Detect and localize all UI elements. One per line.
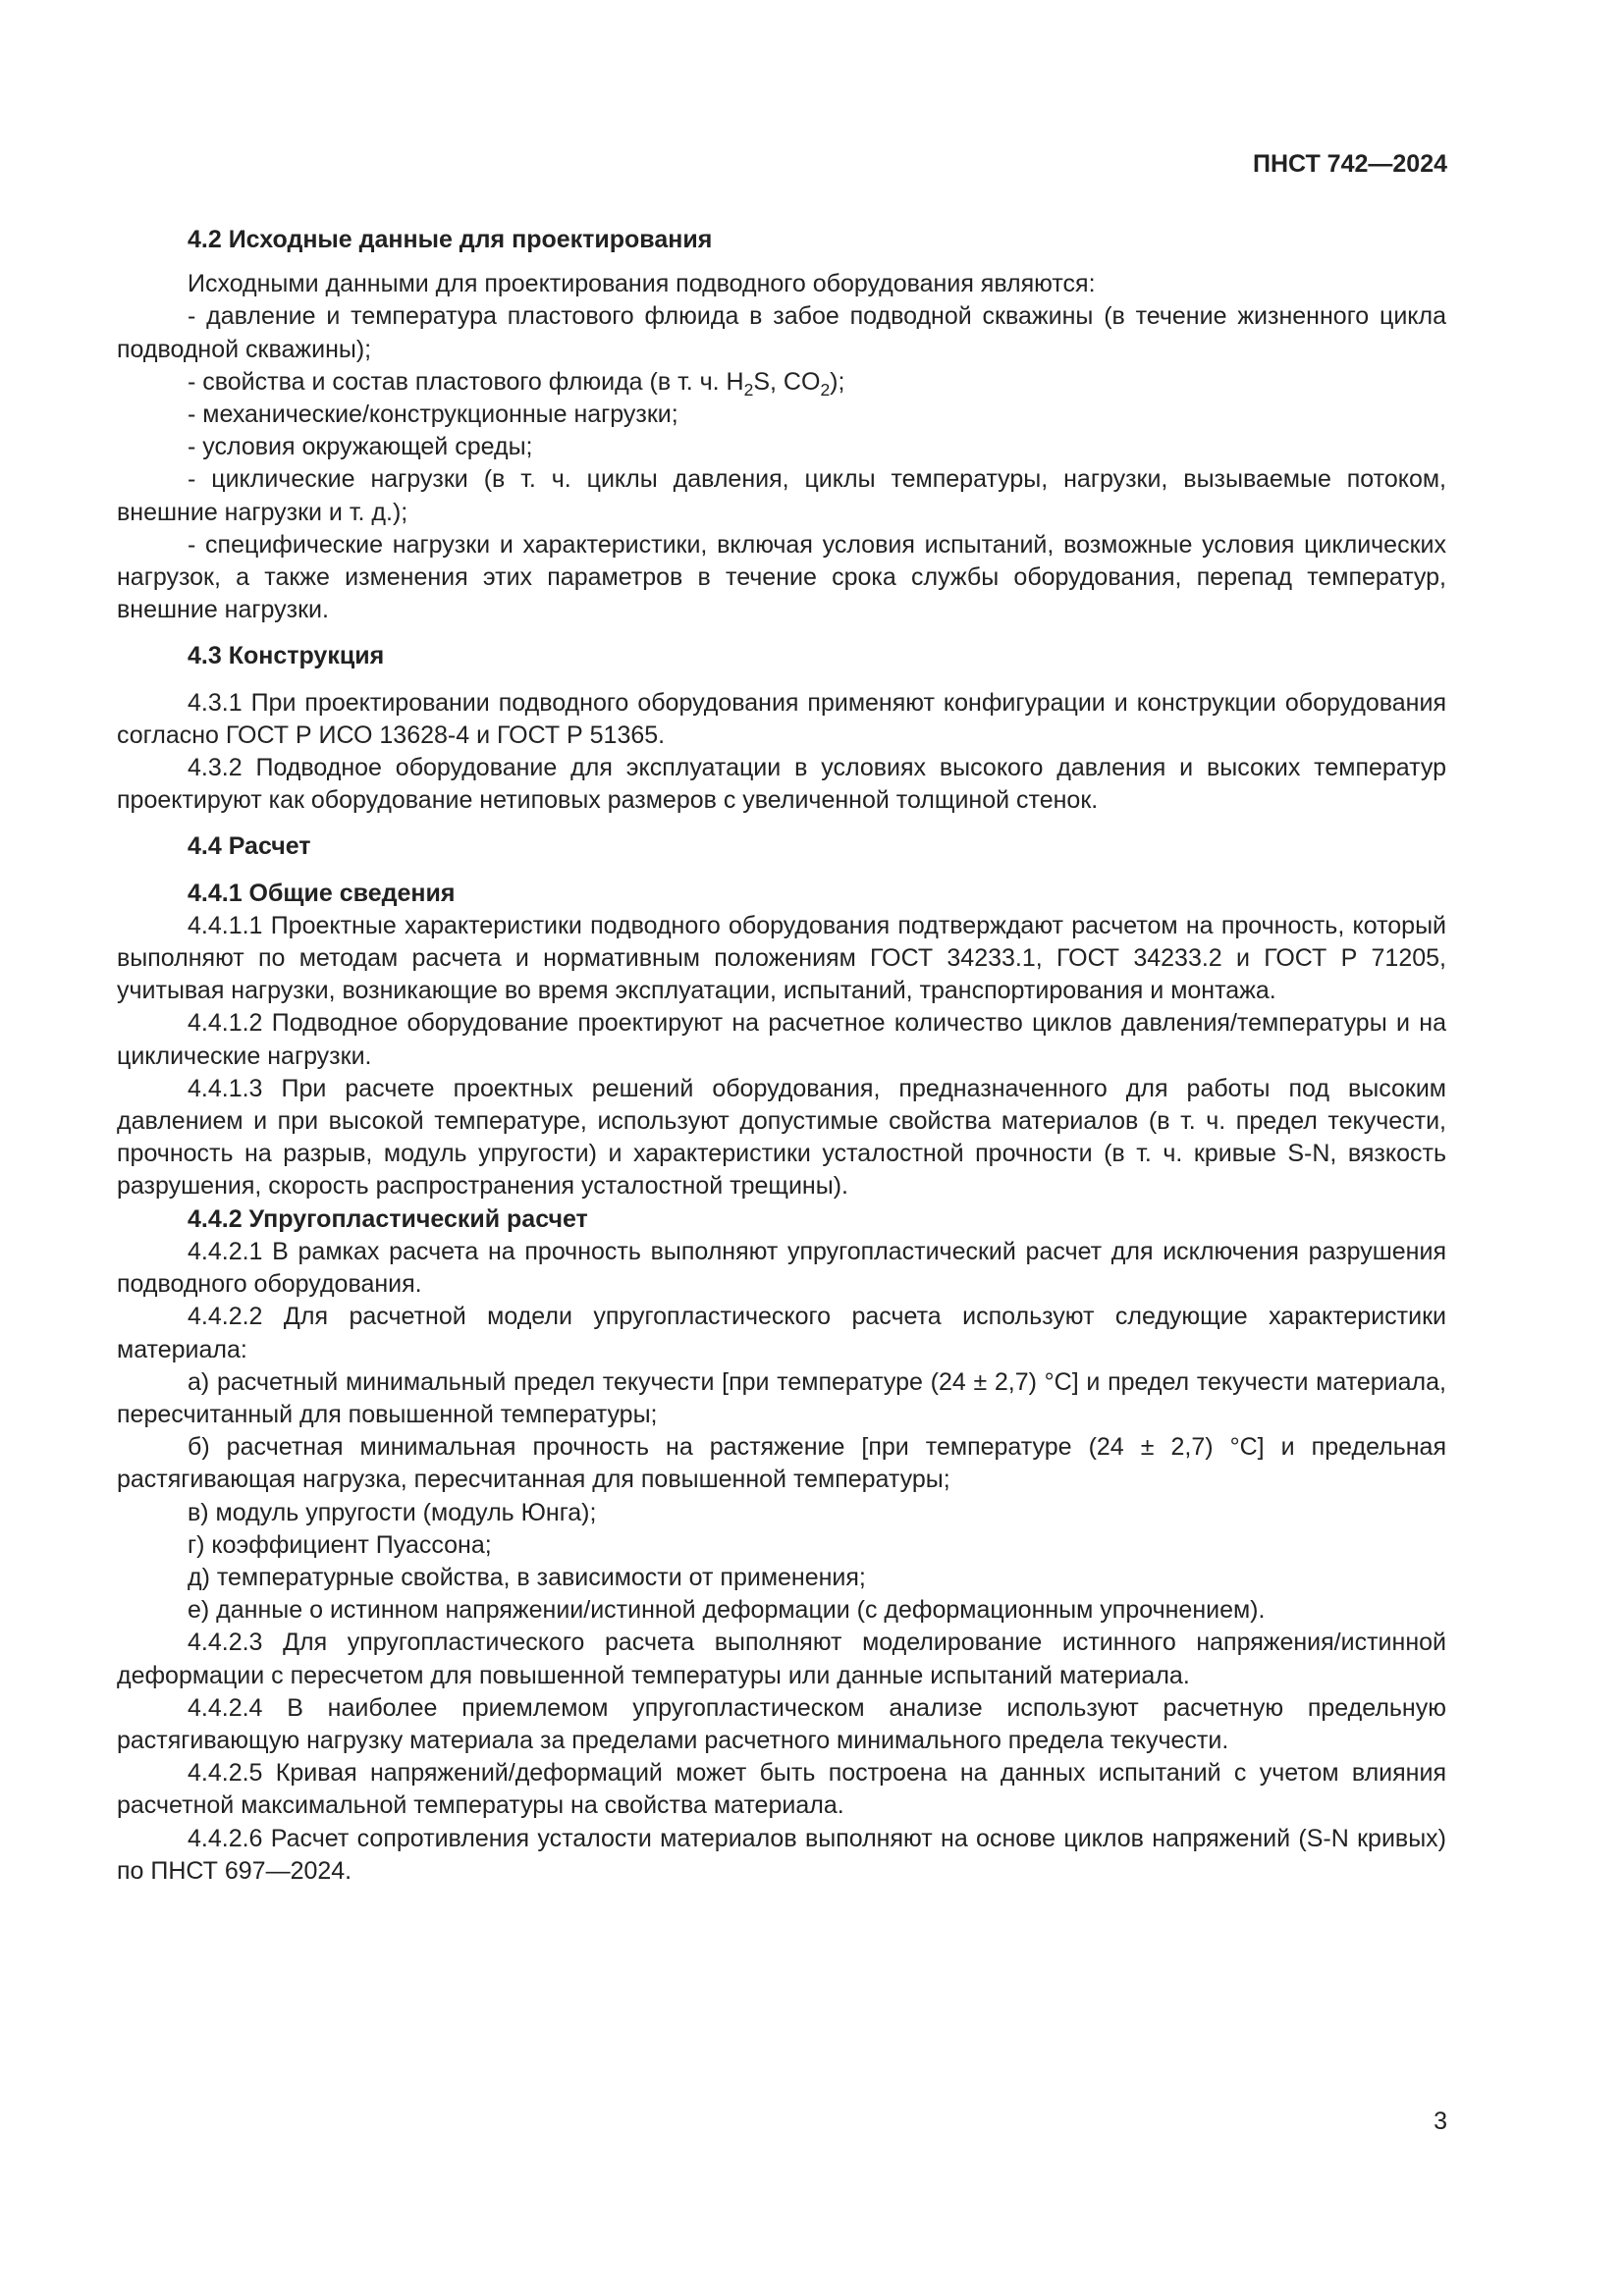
list-item: д) температурные свойства, в зависимости от применения; xyxy=(188,1563,866,1591)
list-item: г) коэффициент Пуассона; xyxy=(188,1530,492,1559)
list-item: - циклические нагрузки (в т. ч. циклы давления, циклы температуры, нагрузки, вызываемые потоком, внешние нагрузки и т. д.); xyxy=(117,465,1446,526)
section-heading-4-4: 4.4 Расчет xyxy=(188,832,311,861)
subsection-heading-4-4-1: 4.4.1 Общие сведения xyxy=(188,879,456,907)
section-4-2-intro: Исходными данными для проектирования подводного оборудования являются: xyxy=(188,270,1096,298)
list-item: - механические/конструкционные нагрузки; xyxy=(188,400,678,429)
subsection-heading-4-4-2: 4.4.2 Упругопластический расчет xyxy=(188,1204,588,1233)
fluid-text: - свойства и состав пластового флюида (в т. ч. H xyxy=(188,367,744,396)
paragraph-4-4-1-3: 4.4.1.3 При расчете проектных решений оборудования, предназначенного для работы под высоким давлением и при высокой температуре, используют допустимые свойства материалов (в т. ч. предел текучести, прочность на разрыв, модуль упругости) и характеристики усталостной прочности (в т. ч. кривые S-N, вязкость разрушения, скорость распространения усталостной трещины). xyxy=(117,1074,1446,1201)
list-item: - специфические нагрузки и характеристики, включая условия испытаний, возможные условия циклических нагрузок, а также изменения этих параметров в течение срока службы оборудования, перепад температур, внешние нагрузки. xyxy=(117,530,1446,624)
section-4-2-list xyxy=(117,300,1446,626)
subscript-2: 2 xyxy=(743,379,754,400)
document-body xyxy=(117,224,1446,1888)
paragraph-4-3-2: 4.3.2 Подводное оборудование для эксплуатации в условиях высокого давления и высоких температур проектируют как оборудование нетиповых размеров с увеличенной толщиной стенок. xyxy=(117,754,1446,815)
list-item: в) модуль упругости (модуль Юнга); xyxy=(188,1498,597,1526)
list-item: - давление и температура пластового флюида в забое подводной скважины (в течение жизненного цикла подводной скважины); xyxy=(117,302,1446,363)
paragraph-4-3-1: 4.3.1 При проектировании подводного оборудования применяют конфигурации и конструкции оборудования согласно ГОСТ Р ИСО 13628-4 и ГОСТ Р 51365. xyxy=(117,688,1446,749)
paragraph-4-4-2-5: 4.4.2.5 Кривая напряжений/деформаций может быть построена на данных испытаний с учетом влияния расчетной максимальной температуры на свойства материала. xyxy=(117,1759,1446,1820)
fluid-text-end: ); xyxy=(830,367,845,396)
section-heading-4-3: 4.3 Конструкция xyxy=(188,642,385,670)
section-heading-4-2: 4.2 Исходные данные для проектирования xyxy=(188,226,713,253)
paragraph-4-4-1-1: 4.4.1.1 Проектные характеристики подводного оборудования подтверждают расчетом на прочность, который выполняют по методам расчета и нормативным положениям ГОСТ 34233.1, ГОСТ 34233.2 и ГОСТ Р 71205, учитывая нагрузки, возникающие во время эксплуатации, испытаний, транспортирования и монтажа. xyxy=(117,911,1446,1005)
paragraph-4-4-2-1: 4.4.2.1 В рамках расчета на прочность выполняют упругопластический расчет для исключения разрушения подводного оборудования. xyxy=(117,1237,1446,1299)
document-number: ПНСТ 742—2024 xyxy=(1253,150,1447,178)
paragraph-4-4-2-2: 4.4.2.2 Для расчетной модели упругопластического расчета используют следующие характеристики материала: xyxy=(117,1303,1446,1363)
paragraph-4-4-1-2: 4.4.1.2 Подводное оборудование проектируют на расчетное количество циклов давления/температуры и на циклические нагрузки. xyxy=(117,1009,1446,1070)
list-item: - условия окружающей среды; xyxy=(188,433,533,461)
fluid-text-co: S, CO xyxy=(753,367,821,396)
list-item-fluid xyxy=(117,366,1446,399)
page-number: 3 xyxy=(1434,2108,1447,2135)
material-properties-list xyxy=(117,1366,1446,1628)
list-item: б) расчетная минимальная прочность на растяжение [при температуре (24 ± 2,7) °C] и предельная растягивающая нагрузка, пересчитанная для повышенной температуры; xyxy=(117,1433,1446,1494)
list-item: а) расчетный минимальный предел текучести [при температуре (24 ± 2,7) °C] и предел текучести материала, пересчитанный для повышенной температуры; xyxy=(117,1367,1446,1428)
list-item: е) данные о истинном напряжении/истинной деформации (с деформационным упрочнением). xyxy=(188,1596,1266,1625)
paragraph-4-4-2-4: 4.4.2.4 В наиболее приемлемом упругопластическом анализе используют расчетную предельную растягивающую нагрузку материала за пределами расчетного минимального предела текучести. xyxy=(117,1693,1446,1754)
subscript-2b: 2 xyxy=(820,379,831,400)
paragraph-4-4-2-6: 4.4.2.6 Расчет сопротивления усталости материалов выполняют на основе циклов напряжений (S-N кривых) по ПНСТ 697—2024. xyxy=(117,1824,1446,1885)
paragraph-4-4-2-3: 4.4.2.3 Для упругопластического расчета выполняют моделирование истинного напряжения/истинной деформации с пересчетом для повышенной температуры или данные испытаний материала. xyxy=(117,1629,1446,1689)
